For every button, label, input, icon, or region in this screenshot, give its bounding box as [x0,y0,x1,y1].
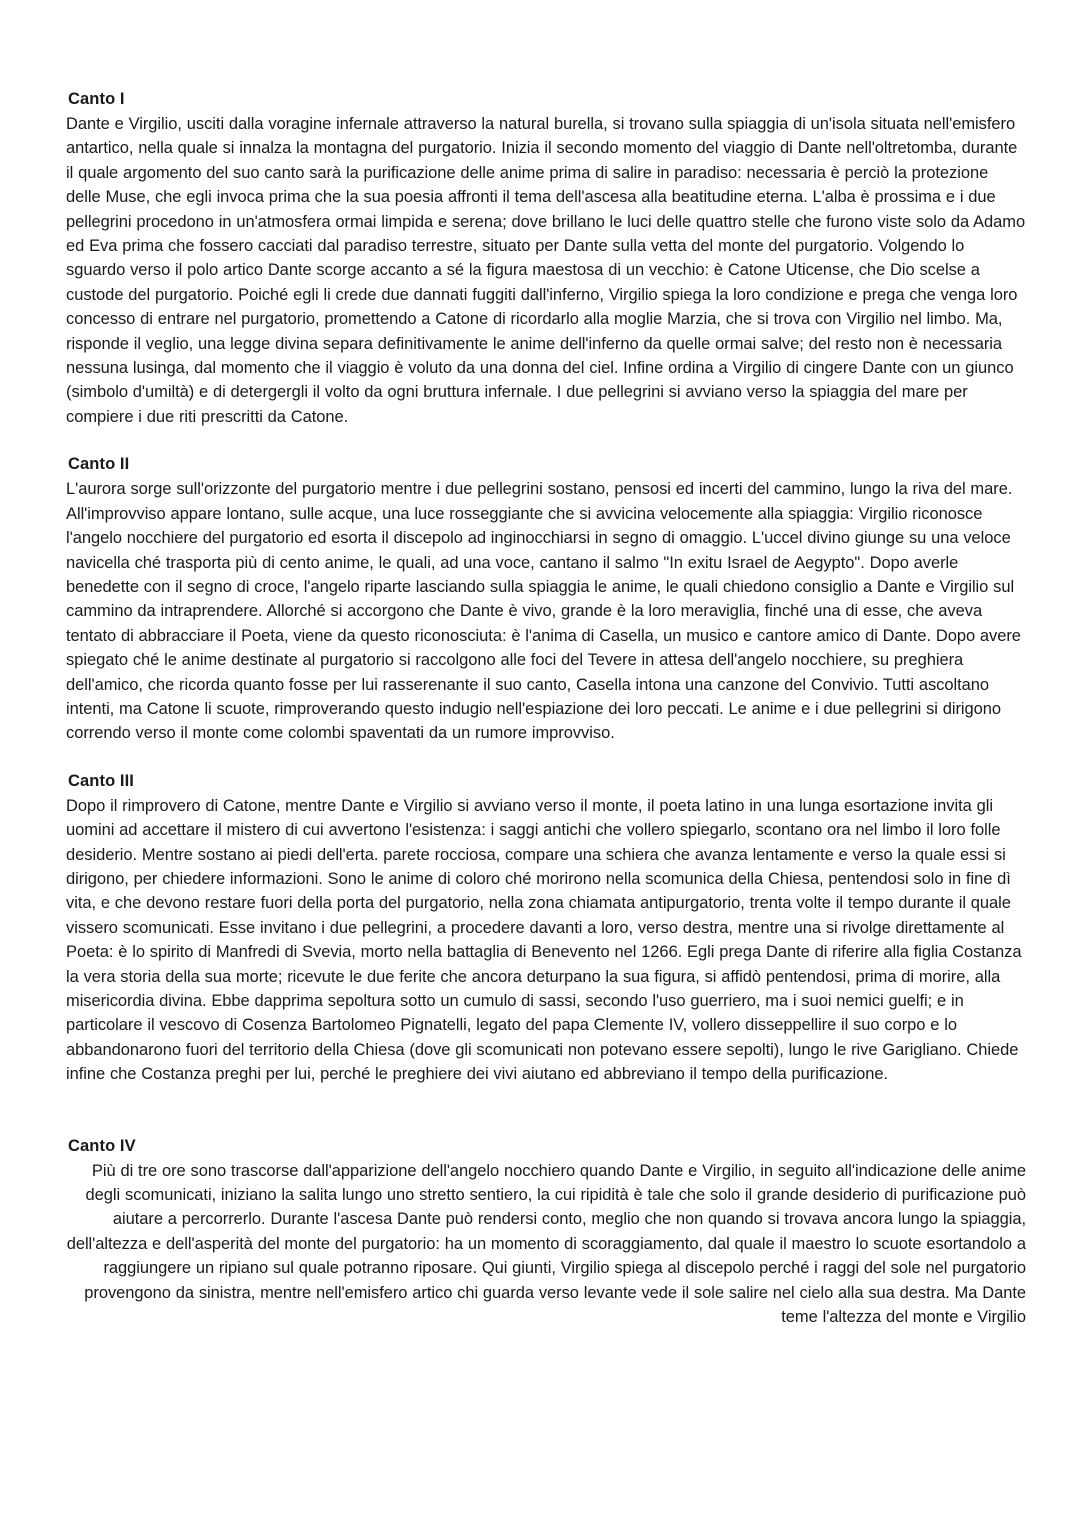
canto-1-title: Canto I [68,90,125,108]
document-page [66,88,1026,1329]
canto-2-text: L'aurora sorge sull'orizzonte del purgatorio mentre i due pellegrini sostano, pensosi ed incerti del cammino, lungo la riva del mare. All'improvviso appare lontano, sulle acque, una luce rosseggiante che si avvicina velocemente alla spiaggia: Virgilio riconosce l'angelo nocchiere del purgatorio ed esorta il discepolo ad inginocchiarsi in segno di omaggio. L'uccel divino giunge su una veloce navicella ché trasporta più di cento anime, le quali, ad una voce, cantano il salmo "In exitu Israel de Aegypto". Dopo averle benedette con il segno di croce, l'angelo riparte lasciando sulla spiaggia le anime, le quali chiedono consiglio a Dante e Virgilio sul cammino da intraprendere. Allorché si accorgono che Dante è vivo, grande è la loro meraviglia, finché una di esse, che aveva tentato di abbracciare il Poeta, viene da questo riconosciuta: è l'anima di Casella, un musico e cantore amico di Dante. Dopo avere spiegato ché le anime destinate al purgatorio si raccolgono alle foci del Tevere in attesa dell'angelo nocchiere, su preghiera dell'amico, che ricorda quanto fosse per lui rasserenante il suo canto, Casella intona una canzone del Convivio. Tutti ascoltano intenti, ma Catone li scuote, rimproverando questo indugio nell'espiazione dei loro peccati. Le anime e i due pellegrini si dirigono correndo verso il monte come colombi spaventati da un rumore improvviso. [66,480,1021,743]
canto-1-text: Dante e Virgilio, usciti dalla voragine infernale attraverso la natural burella, si trovano sulla spiaggia di un'isola situata nell'emisfero antartico, nella quale si innalza la montagna del purgatorio. Inizia il secondo momento del viaggio di Dante nell'oltretomba, durante il quale argomento del suo canto sarà la purificazione delle anime prima di salire in paradiso: necessaria è perciò la protezione delle Muse, che egli invoca prima che la sua poesia affronti il tema dell'ascesa alla beatitudine eterna. L'alba è prossima e i due pellegrini procedono in un'atmosfera ormai limpida e serena; dove brillano le luci delle quattro stelle che furono viste solo da Adamo ed Eva prima che fossero cacciati dal paradiso terrestre, situato per Dante sulla vetta del monte del purgatorio. Volgendo lo sguardo verso il polo artico Dante scorge accanto a sé la figura maestosa di un vecchio: è Catone Uticense, che Dio scelse a custode del purgatorio. Poiché egli li crede due dannati fuggiti dall'inferno, Virgilio spiega la loro condizione e prega che venga loro concesso di entrare nel purgatorio, promettendo a Catone di ricordarlo alla moglie Marzia, che si trova con Virgilio nel limbo. Ma, risponde il veglio, una legge divina separa definitivamente le anime dell'inferno da quelle ormai salve; del resto non è necessaria nessuna lusinga, dal momento che il viaggio è voluto da una donna del ciel. Infine ordina a Virgilio di cingere Dante con un giunco (simbolo d'umiltà) e di detergergli il volto da ogni bruttura infernale. I due pellegrini si avviano verso la spiaggia del mare per compiere i due riti prescritti da Catone. [66,115,1026,426]
canto-2-section [66,453,1026,745]
canto-2-title: Canto II [68,455,130,474]
canto-1-section [66,88,1026,429]
canto-4-title: Canto IV [68,1136,136,1155]
canto-3-title: Canto III [68,771,134,790]
canto-3-text: Dopo il rimprovero di Catone, mentre Dante e Virgilio si avviano verso il monte, il poeta latino in una lunga esortazione invita gli uomini ad accettare il mistero di cui avvertono l'esistenza: i saggi antichi che vollero spiegarlo, scontano ora nel limbo il loro folle desiderio. Mentre sostano ai piedi dell'erta. parete rocciosa, compare una schiera che avanza lentamente e verso la quale essi si dirigono, per chiedere informazioni. Sono le anime di coloro ché morirono nella scomunica della Chiesa, pentendosi solo in fine dì vita, e che devono restare fuori della porta del purgatorio, nella zona chiamata antipurgatorio, trenta volte il tempo durante il quale vissero scomunicati. Esse invitano i due pellegrini, a procedere davanti a loro, verso destra, mentre una si rivolge direttamente al Poeta: è lo spirito di Manfredi di Svevia, morto nella battaglia di Benevento nel 1266. Egli prega Dante di riferire alla figlia Costanza la vera storia della sua morte; ricevute le due ferite che ancora deturpano la sua figura, si affidò pentendosi, prima di morire, alla misericordia divina. Ebbe dapprima sepoltura sotto un cumulo di sassi, secondo l'uso guerriero, ma i suoi nemici guelfi; e in particolare il vescovo di Cosenza Bartolomeo Pignatelli, legato del papa Clemente IV, vollero disseppellire il suo corpo e lo abbandonarono fuori del territorio della Chiesa (dove gli scomunicati non potevano essere sepolti), lungo le rive Garigliano. Chiede infine che Costanza preghi per lui, perché le preghiere dei vivi aiutano ed abbreviano il tempo della purificazione. [66,796,1022,1084]
canto-4-section [66,1135,1026,1330]
canto-3-section [66,770,1026,1087]
canto-4-text: Più di tre ore sono trascorse dall'apparizione dell'angelo nocchiero quando Dante e Virgilio, in seguito all'indicazione delle anime degli scomunicati, iniziano la salita lungo uno stretto sentiero, la cui ripidità è tale che solo il grande desiderio di purificazione può aiutare a percorrerlo. Durante l'ascesa Dante può rendersi conto, meglio che non quando si trovava ancora lungo la spiaggia, dell'altezza e dell'asperità del monte del purgatorio: ha un momento di scoraggiamento, dal quale il maestro lo scuote esortandolo a raggiungere un ripiano sul quale potranno riposare. Qui giunti, Virgilio spiega al discepolo perché i raggi del sole nel purgatorio provengono da sinistra, mentre nell'emisfero artico chi guarda verso levante vede il sole salire nel cielo alla sua destra. Ma Dante teme l'altezza del monte e Virgilio [66,1161,1026,1327]
